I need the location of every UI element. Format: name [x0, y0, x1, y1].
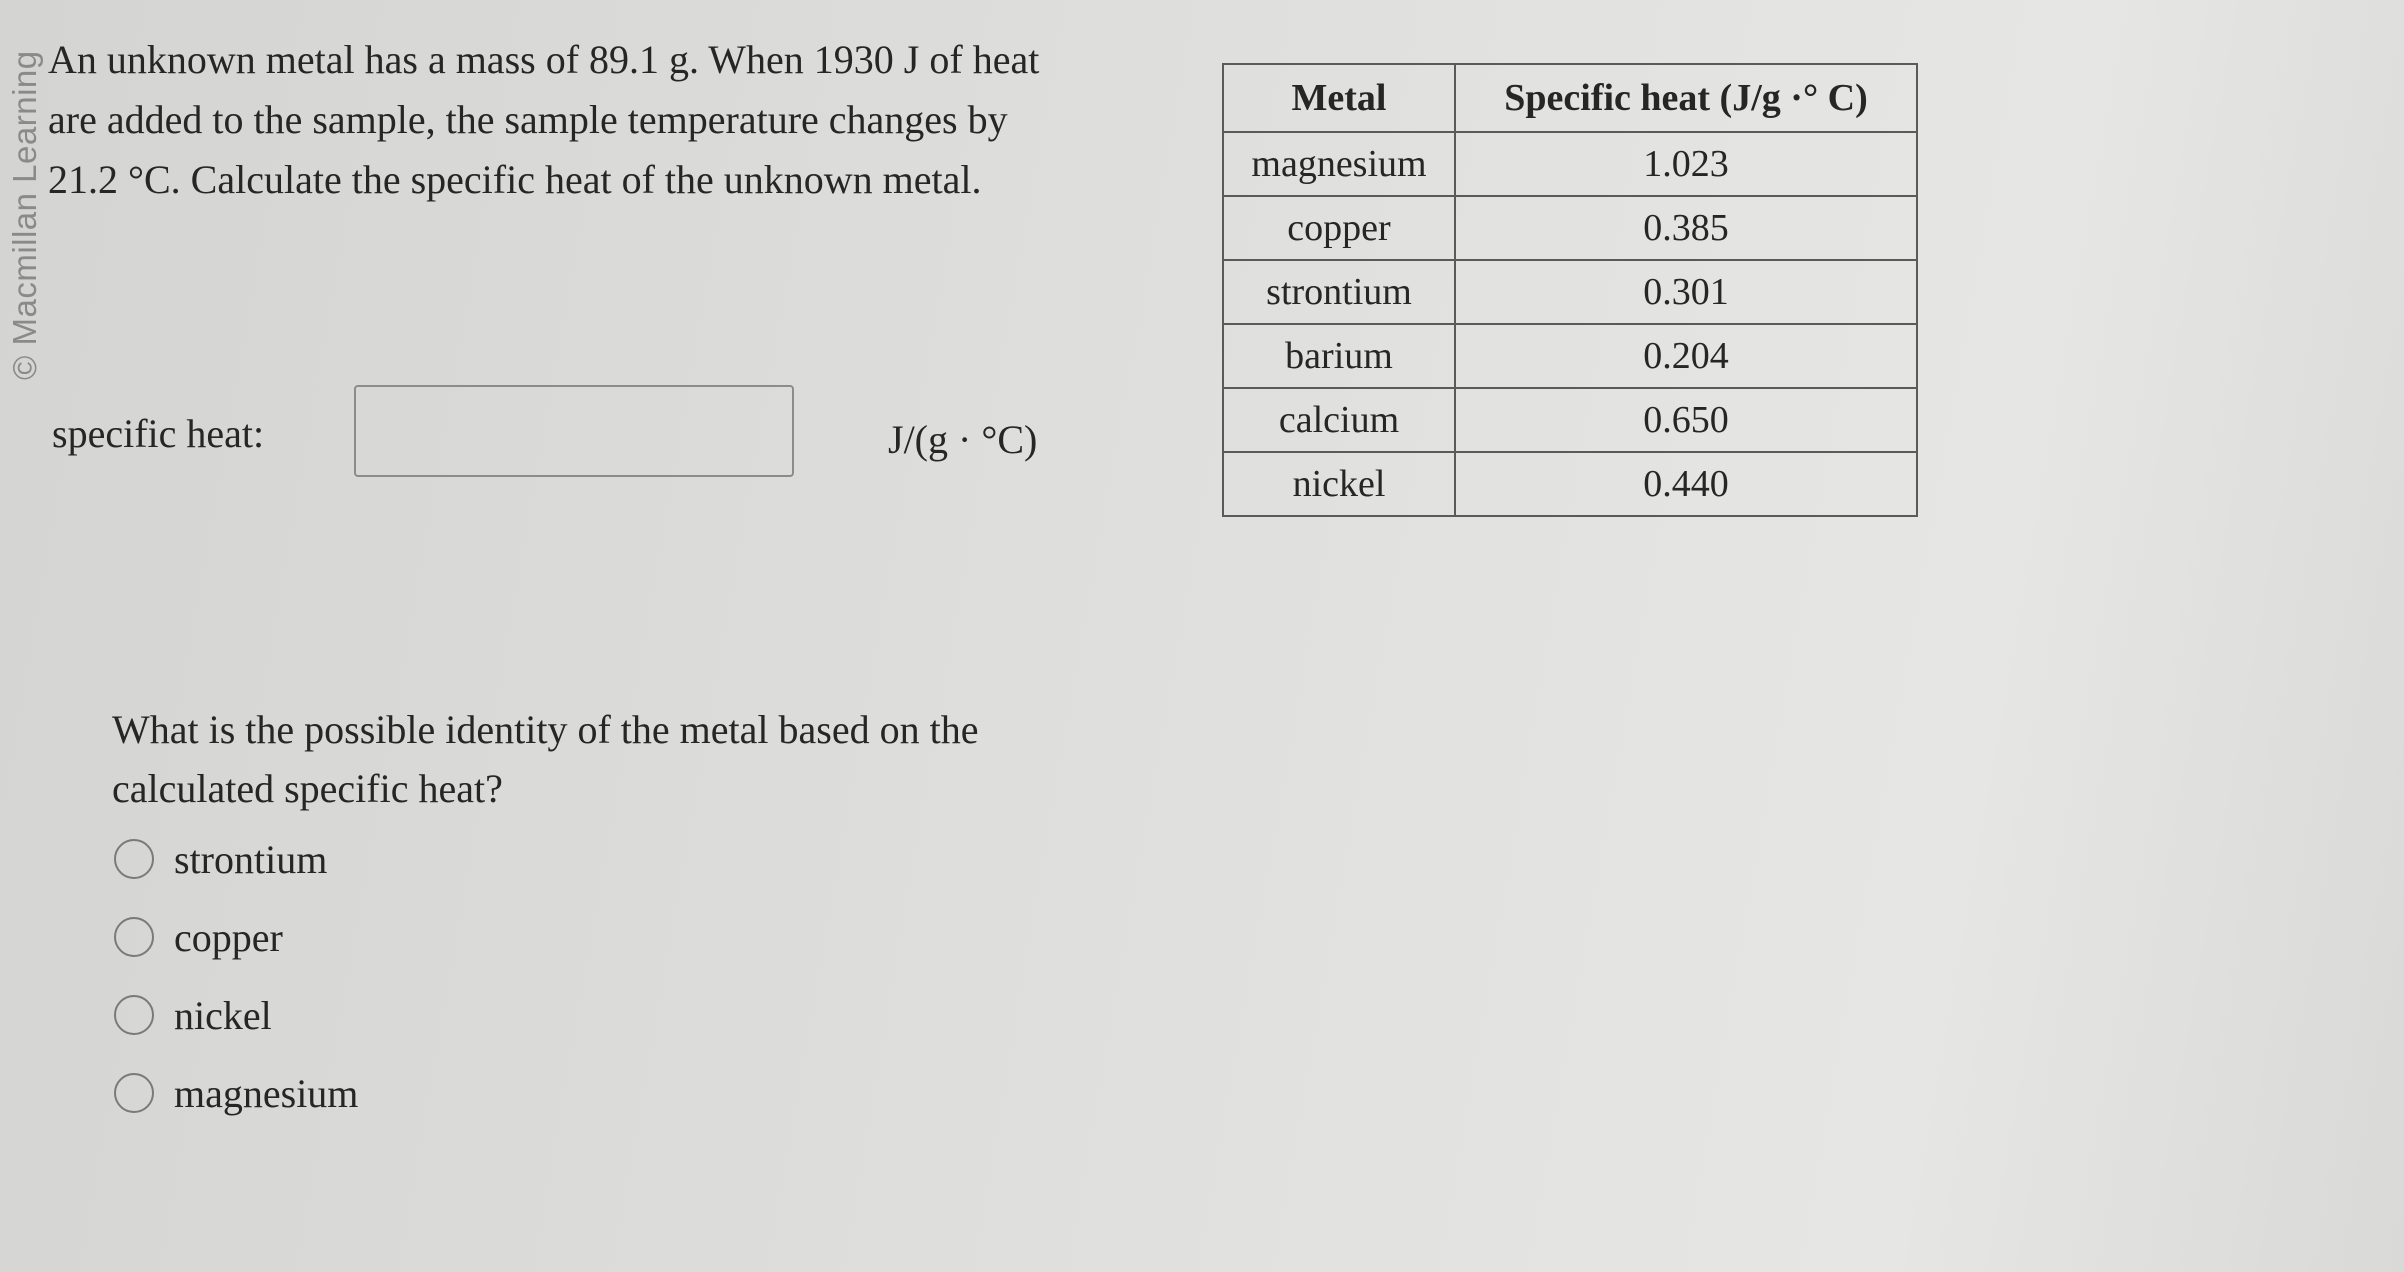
problem-statement: An unknown metal has a mass of 89.1 g. When 1930 J of heat are added to the sample, the sample temperature changes by 21.2 °C. Calculate the specific heat of the unknown metal.	[48, 37, 1040, 202]
metal-cell: copper	[1223, 196, 1455, 260]
option-magnesium[interactable]	[114, 1054, 614, 1132]
table-header-row	[1223, 64, 1917, 132]
option-label: magnesium	[174, 1070, 359, 1116]
option-copper[interactable]	[114, 898, 614, 976]
metal-cell: nickel	[1223, 452, 1455, 516]
specific-heat-cell: 0.301	[1455, 260, 1917, 324]
copyright-watermark: © Macmillan Learning	[6, 50, 43, 380]
radio-button-icon[interactable]	[114, 917, 154, 957]
specific-heat-cell: 0.440	[1455, 452, 1917, 516]
specific-heat-unit: J/(g · °C)	[888, 417, 1038, 462]
option-nickel[interactable]	[114, 976, 614, 1054]
option-strontium[interactable]	[114, 820, 614, 898]
radio-button-icon[interactable]	[114, 995, 154, 1035]
table-row	[1223, 388, 1917, 452]
specific-heat-input[interactable]	[354, 385, 794, 477]
metal-cell: barium	[1223, 324, 1455, 388]
metal-options	[114, 820, 614, 1132]
specific-heat-cell: 0.650	[1455, 388, 1917, 452]
specific-heat-cell: 1.023	[1455, 132, 1917, 196]
option-label: strontium	[174, 836, 328, 882]
metal-cell: strontium	[1223, 260, 1455, 324]
option-label: copper	[174, 914, 283, 960]
column-header-metal: Metal	[1223, 64, 1455, 132]
option-label: nickel	[174, 992, 272, 1038]
specific-heat-answer-row	[52, 380, 1052, 490]
identity-question: What is the possible identity of the metal based on the calculated specific heat?	[112, 707, 979, 811]
radio-button-icon[interactable]	[114, 1073, 154, 1113]
table-row	[1223, 260, 1917, 324]
radio-button-icon[interactable]	[114, 839, 154, 879]
specific-heat-table	[1222, 63, 1918, 517]
table-row	[1223, 196, 1917, 260]
metal-cell: calcium	[1223, 388, 1455, 452]
table-row	[1223, 452, 1917, 516]
specific-heat-cell: 0.385	[1455, 196, 1917, 260]
metal-cell: magnesium	[1223, 132, 1455, 196]
table-row	[1223, 132, 1917, 196]
specific-heat-cell: 0.204	[1455, 324, 1917, 388]
table-row	[1223, 324, 1917, 388]
specific-heat-label: specific heat:	[52, 411, 265, 456]
column-header-specific-heat: Specific heat (J/g ·° C)	[1455, 64, 1917, 132]
